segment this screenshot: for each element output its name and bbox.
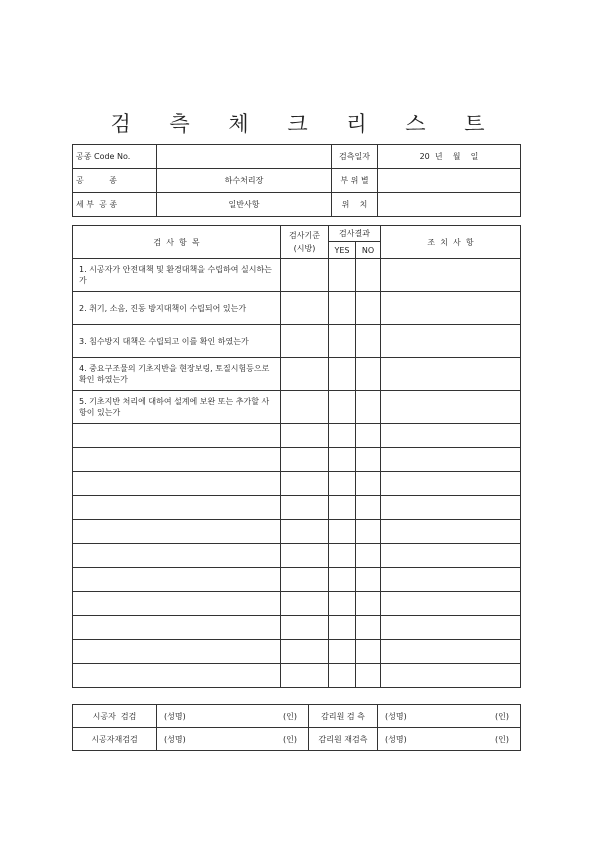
blank-row <box>73 664 521 688</box>
item-cell[interactable] <box>73 472 281 496</box>
yes-checkbox[interactable] <box>329 544 356 568</box>
location-value-field[interactable] <box>378 193 521 217</box>
blank-row <box>73 544 521 568</box>
checklist-item-row <box>73 259 521 292</box>
no-checkbox[interactable] <box>356 292 381 325</box>
detail-label: 세 부 공 종 <box>73 193 157 217</box>
item-cell[interactable] <box>73 520 281 544</box>
criteria-cell[interactable] <box>281 259 329 292</box>
action-cell[interactable] <box>381 616 521 640</box>
header-item: 검 사 항 목 <box>73 226 281 259</box>
action-cell[interactable] <box>381 640 521 664</box>
date-value-field[interactable]: 20 년 월 일 <box>378 145 521 169</box>
criteria-cell[interactable] <box>281 640 329 664</box>
location-label: 위 치 <box>332 193 378 217</box>
part-value-field[interactable] <box>378 169 521 193</box>
contractor-recheck-signature-field[interactable] <box>157 728 309 751</box>
criteria-cell[interactable] <box>281 358 329 391</box>
criteria-cell[interactable] <box>281 592 329 616</box>
no-checkbox[interactable] <box>356 544 381 568</box>
item-cell[interactable]: 2. 취기, 소음, 진동 방지대책이 수립되어 있는가 <box>73 292 281 325</box>
item-cell[interactable]: 5. 기초지반 처리에 대하여 설계에 보완 또는 추가할 사항이 있는가 <box>73 391 281 424</box>
criteria-cell[interactable] <box>281 520 329 544</box>
criteria-cell[interactable] <box>281 664 329 688</box>
yes-checkbox[interactable] <box>329 664 356 688</box>
no-checkbox[interactable] <box>356 424 381 448</box>
no-checkbox[interactable] <box>356 640 381 664</box>
blank-row <box>73 496 521 520</box>
checklist-item-row <box>73 325 521 358</box>
contractor-recheck-seal-text: (인) <box>283 734 297 744</box>
no-checkbox[interactable] <box>356 520 381 544</box>
header-no: NO <box>356 242 381 259</box>
contractor-signature-field[interactable] <box>157 705 309 728</box>
code-value-field[interactable] <box>157 145 332 169</box>
no-checkbox[interactable] <box>356 664 381 688</box>
blank-row <box>73 568 521 592</box>
action-cell[interactable] <box>381 259 521 292</box>
no-checkbox[interactable] <box>356 259 381 292</box>
supervisor-recheck-label: 감리원 재검측 <box>309 728 378 751</box>
blank-row <box>73 640 521 664</box>
work-label: 공 종 <box>73 169 157 193</box>
criteria-cell[interactable] <box>281 496 329 520</box>
action-cell[interactable] <box>381 544 521 568</box>
yes-checkbox[interactable] <box>329 292 356 325</box>
yes-checkbox[interactable] <box>329 496 356 520</box>
supervisor-recheck-signature-text: (성명) <box>385 734 407 744</box>
item-cell[interactable] <box>73 496 281 520</box>
criteria-cell[interactable] <box>281 472 329 496</box>
no-checkbox[interactable] <box>356 472 381 496</box>
item-cell[interactable] <box>73 448 281 472</box>
criteria-cell[interactable] <box>281 448 329 472</box>
action-cell[interactable] <box>381 568 521 592</box>
criteria-cell[interactable] <box>281 292 329 325</box>
no-checkbox[interactable] <box>356 568 381 592</box>
code-label: 공종 Code No. <box>73 145 157 169</box>
contractor-label: 시공자 검검 <box>73 705 157 728</box>
action-cell[interactable] <box>381 448 521 472</box>
yes-checkbox[interactable] <box>329 259 356 292</box>
blank-row <box>73 616 521 640</box>
no-checkbox[interactable] <box>356 391 381 424</box>
contractor-seal-text: (인) <box>283 711 297 721</box>
action-cell[interactable] <box>381 592 521 616</box>
no-checkbox[interactable] <box>356 496 381 520</box>
contractor-recheck-label: 시공자재검검 <box>73 728 157 751</box>
item-cell[interactable]: 4. 중요구조물의 기초지반을 현장보링, 토질시험등으로 확인 하였는가 <box>73 358 281 391</box>
action-cell[interactable] <box>381 325 521 358</box>
yes-checkbox[interactable] <box>329 325 356 358</box>
supervisor-label: 감리원 검 측 <box>309 705 378 728</box>
no-checkbox[interactable] <box>356 592 381 616</box>
checklist-item-row <box>73 391 521 424</box>
criteria-cell[interactable] <box>281 568 329 592</box>
item-cell[interactable] <box>73 424 281 448</box>
header-action: 조 치 사 항 <box>381 226 521 259</box>
item-cell[interactable] <box>73 568 281 592</box>
yes-checkbox[interactable] <box>329 448 356 472</box>
header-criteria-line1: 검사기준 <box>289 231 320 240</box>
supervisor-recheck-seal-text: (인) <box>495 734 509 744</box>
blank-row <box>73 424 521 448</box>
action-cell[interactable] <box>381 496 521 520</box>
yes-checkbox[interactable] <box>329 616 356 640</box>
header-criteria-line2: (시방) <box>293 244 316 253</box>
yes-checkbox[interactable] <box>329 424 356 448</box>
action-cell[interactable] <box>381 520 521 544</box>
no-checkbox[interactable] <box>356 358 381 391</box>
yes-checkbox[interactable] <box>329 568 356 592</box>
blank-row <box>73 520 521 544</box>
yes-checkbox[interactable] <box>329 358 356 391</box>
blank-row <box>73 448 521 472</box>
checklist-item-row <box>73 292 521 325</box>
info-table <box>72 144 521 217</box>
item-cell[interactable] <box>73 616 281 640</box>
contractor-recheck-signature-text: (성명) <box>164 734 186 744</box>
action-cell[interactable] <box>381 292 521 325</box>
blank-row <box>73 592 521 616</box>
item-cell[interactable]: 3. 침수방지 대책은 수립되고 이를 확인 하였는가 <box>73 325 281 358</box>
item-cell[interactable] <box>73 592 281 616</box>
action-cell[interactable] <box>381 391 521 424</box>
header-criteria <box>281 226 329 259</box>
item-cell[interactable]: 1. 시공자가 안전대책 및 환경대책을 수립하여 실시하는가 <box>73 259 281 292</box>
detail-value-field[interactable]: 일반사항 <box>157 193 332 217</box>
signature-table <box>72 704 521 751</box>
criteria-cell[interactable] <box>281 325 329 358</box>
header-result: 검사결과 <box>329 226 381 242</box>
no-checkbox[interactable] <box>356 616 381 640</box>
action-cell[interactable] <box>381 472 521 496</box>
criteria-cell[interactable] <box>281 616 329 640</box>
checklist-table <box>72 225 521 688</box>
page-title: 검 측 체 크 리 스 트 <box>110 112 501 136</box>
yes-checkbox[interactable] <box>329 592 356 616</box>
header-yes: YES <box>329 242 356 259</box>
contractor-signature-text: (성명) <box>164 711 186 721</box>
date-label: 검측일자 <box>332 145 378 169</box>
criteria-cell[interactable] <box>281 424 329 448</box>
part-label: 부 위 별 <box>332 169 378 193</box>
supervisor-recheck-signature-field[interactable] <box>378 728 521 751</box>
yes-checkbox[interactable] <box>329 472 356 496</box>
criteria-cell[interactable] <box>281 391 329 424</box>
item-cell[interactable] <box>73 640 281 664</box>
blank-row <box>73 472 521 496</box>
supervisor-signature-field[interactable] <box>378 705 521 728</box>
criteria-cell[interactable] <box>281 544 329 568</box>
supervisor-seal-text: (인) <box>495 711 509 721</box>
supervisor-signature-text: (성명) <box>385 711 407 721</box>
work-value-field[interactable]: 하수처리장 <box>157 169 332 193</box>
action-cell[interactable] <box>381 424 521 448</box>
yes-checkbox[interactable] <box>329 520 356 544</box>
yes-checkbox[interactable] <box>329 391 356 424</box>
action-cell[interactable] <box>381 358 521 391</box>
item-cell[interactable] <box>73 664 281 688</box>
no-checkbox[interactable] <box>356 448 381 472</box>
item-cell[interactable] <box>73 544 281 568</box>
checklist-item-row <box>73 358 521 391</box>
no-checkbox[interactable] <box>356 325 381 358</box>
checklist-rows <box>73 259 521 688</box>
yes-checkbox[interactable] <box>329 640 356 664</box>
action-cell[interactable] <box>381 664 521 688</box>
